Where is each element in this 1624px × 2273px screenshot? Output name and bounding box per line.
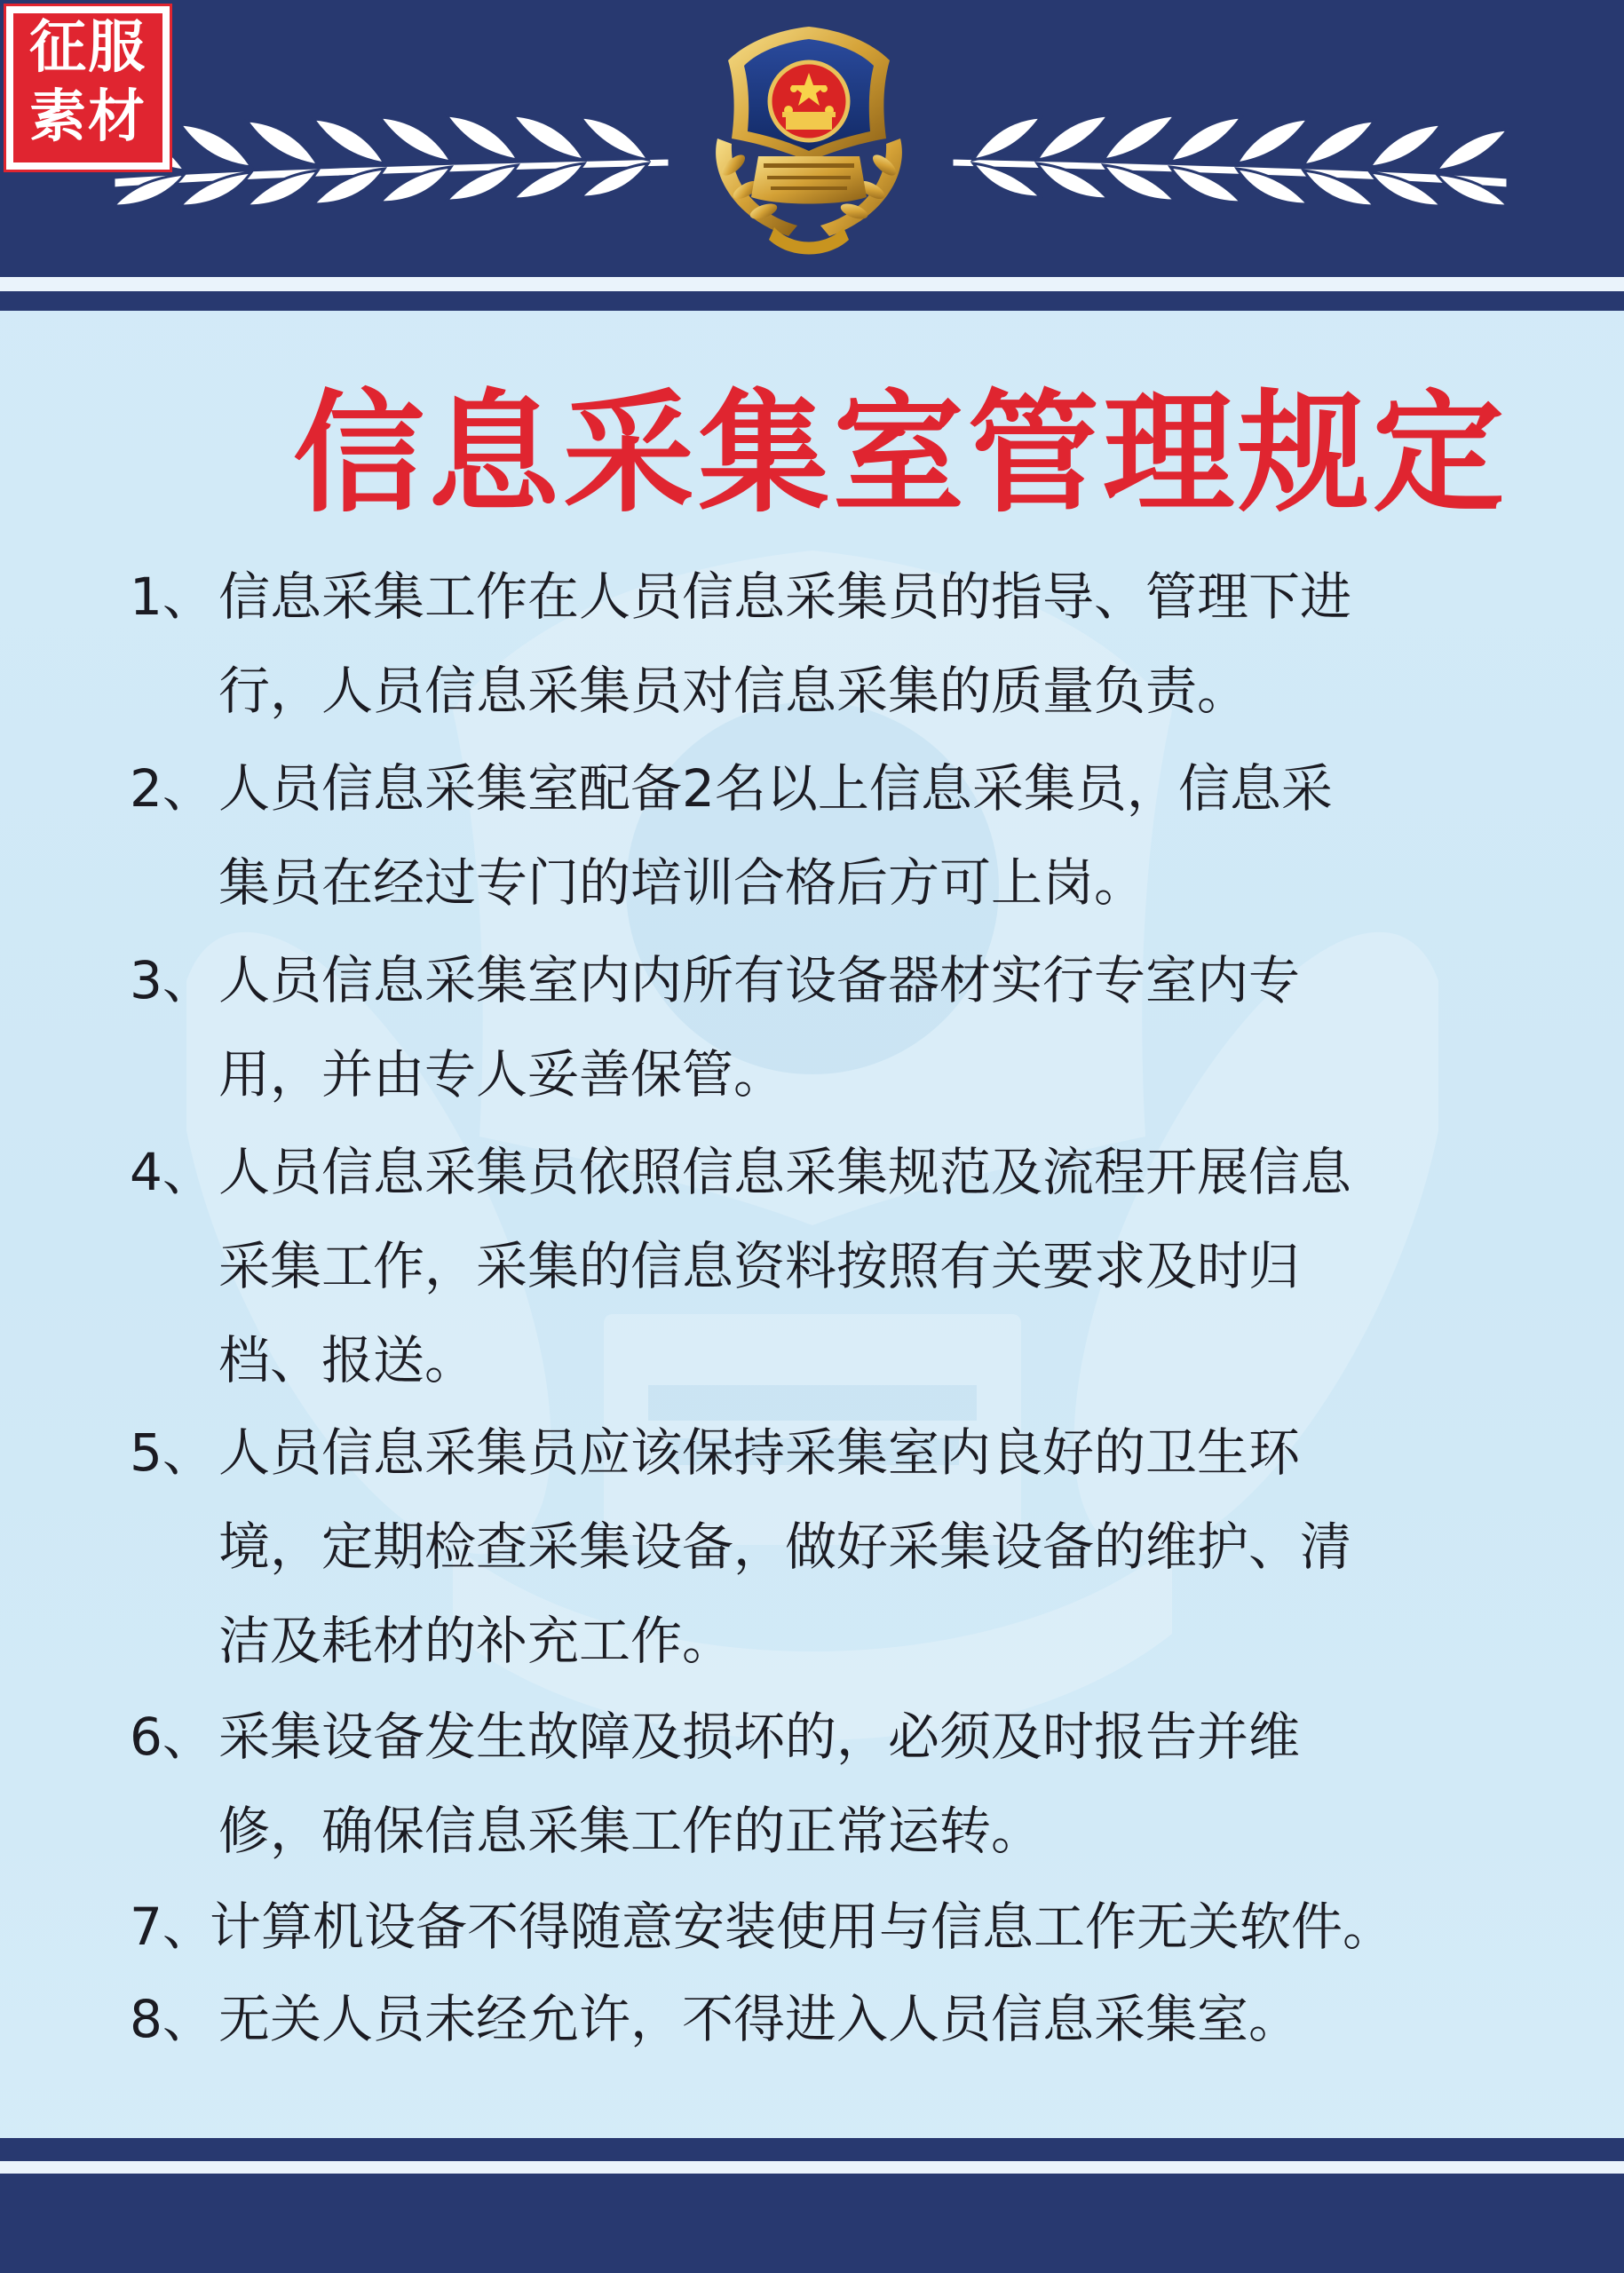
- rule-text: 人员信息采集员依照信息采集规范及流程开展信息: [218, 1142, 1352, 1202]
- rule-text: 人员信息采集员应该保持采集室内良好的卫生环: [218, 1422, 1301, 1483]
- rule-number: 5、: [130, 1422, 214, 1483]
- rule-text: 修，确保信息采集工作的正常运转。: [218, 1801, 1043, 1861]
- rule-7-line-1: [0, 1881, 1624, 1973]
- rule-5-line-1: [0, 1406, 1624, 1499]
- rule-1-line-1: [0, 550, 1624, 643]
- bottom-banner: [0, 2174, 1624, 2273]
- rule-5-line-2: [0, 1501, 1624, 1593]
- rule-text: 档、报送。: [218, 1330, 477, 1390]
- rule-8-line-1: [0, 1973, 1624, 2065]
- rule-text: 信息采集工作在人员信息采集员的指导、管理下进: [218, 566, 1352, 627]
- rule-text: 集员在经过专门的培训合格后方可上岗。: [218, 852, 1146, 913]
- left-wing-icon: [105, 108, 673, 206]
- rule-number: 2、: [130, 758, 214, 819]
- rule-2-line-2: [0, 836, 1624, 929]
- rule-number: 6、: [130, 1707, 214, 1767]
- rule-2-line-1: [0, 742, 1624, 835]
- rule-number: 4、: [130, 1142, 214, 1202]
- rule-6-line-2: [0, 1785, 1624, 1877]
- stamp-red-block: [13, 13, 162, 162]
- top-divider-light: [0, 277, 1624, 291]
- rule-1-line-2: [0, 645, 1624, 737]
- rule-text: 计算机设备不得随意安装使用与信息工作无关软件。: [210, 1897, 1395, 1957]
- stamp-line-1: 征服: [29, 15, 147, 81]
- rule-number: 1、: [130, 566, 214, 627]
- rule-4-line-2: [0, 1220, 1624, 1312]
- rule-text: 人员信息采集室内内所有设备器材实行专室内专: [218, 950, 1301, 1010]
- stamp-text: [13, 13, 162, 162]
- rule-text: 行，人员信息采集员对信息采集的质量负责。: [218, 661, 1249, 721]
- police-emblem-icon: [700, 23, 918, 259]
- rule-text: 采集设备发生故障及损坏的，必须及时报告并维: [218, 1707, 1301, 1767]
- rule-text: 洁及耗材的补充工作。: [218, 1611, 734, 1671]
- page-title: 信息采集室管理规定: [293, 376, 1508, 530]
- bottom-divider-dark: [0, 2138, 1624, 2161]
- rule-3-line-1: [0, 934, 1624, 1026]
- rule-text: 用，并由专人妥善保管。: [218, 1044, 786, 1105]
- rule-4-line-1: [0, 1126, 1624, 1218]
- rule-number: 3、: [130, 950, 214, 1010]
- rule-4-line-3: [0, 1314, 1624, 1406]
- rule-number: 7、: [130, 1897, 214, 1957]
- rule-text: 人员信息采集室配备2名以上信息采集员，信息采: [218, 758, 1333, 819]
- rule-text: 无关人员未经允许，不得进入人员信息采集室。: [218, 1989, 1301, 2049]
- right-wing-icon: [948, 108, 1517, 206]
- bottom-divider-light: [0, 2161, 1624, 2174]
- rule-number: 8、: [130, 1989, 214, 2049]
- rule-5-line-3: [0, 1595, 1624, 1687]
- stamp-line-2: 素材: [29, 84, 147, 150]
- watermark-stamp: [4, 4, 172, 172]
- rule-3-line-2: [0, 1028, 1624, 1121]
- rule-6-line-1: [0, 1691, 1624, 1783]
- rule-text: 境，定期检查采集设备，做好采集设备的维护、清: [218, 1517, 1352, 1577]
- rule-text: 采集工作，采集的信息资料按照有关要求及时归: [218, 1236, 1301, 1296]
- top-divider-dark: [0, 291, 1624, 311]
